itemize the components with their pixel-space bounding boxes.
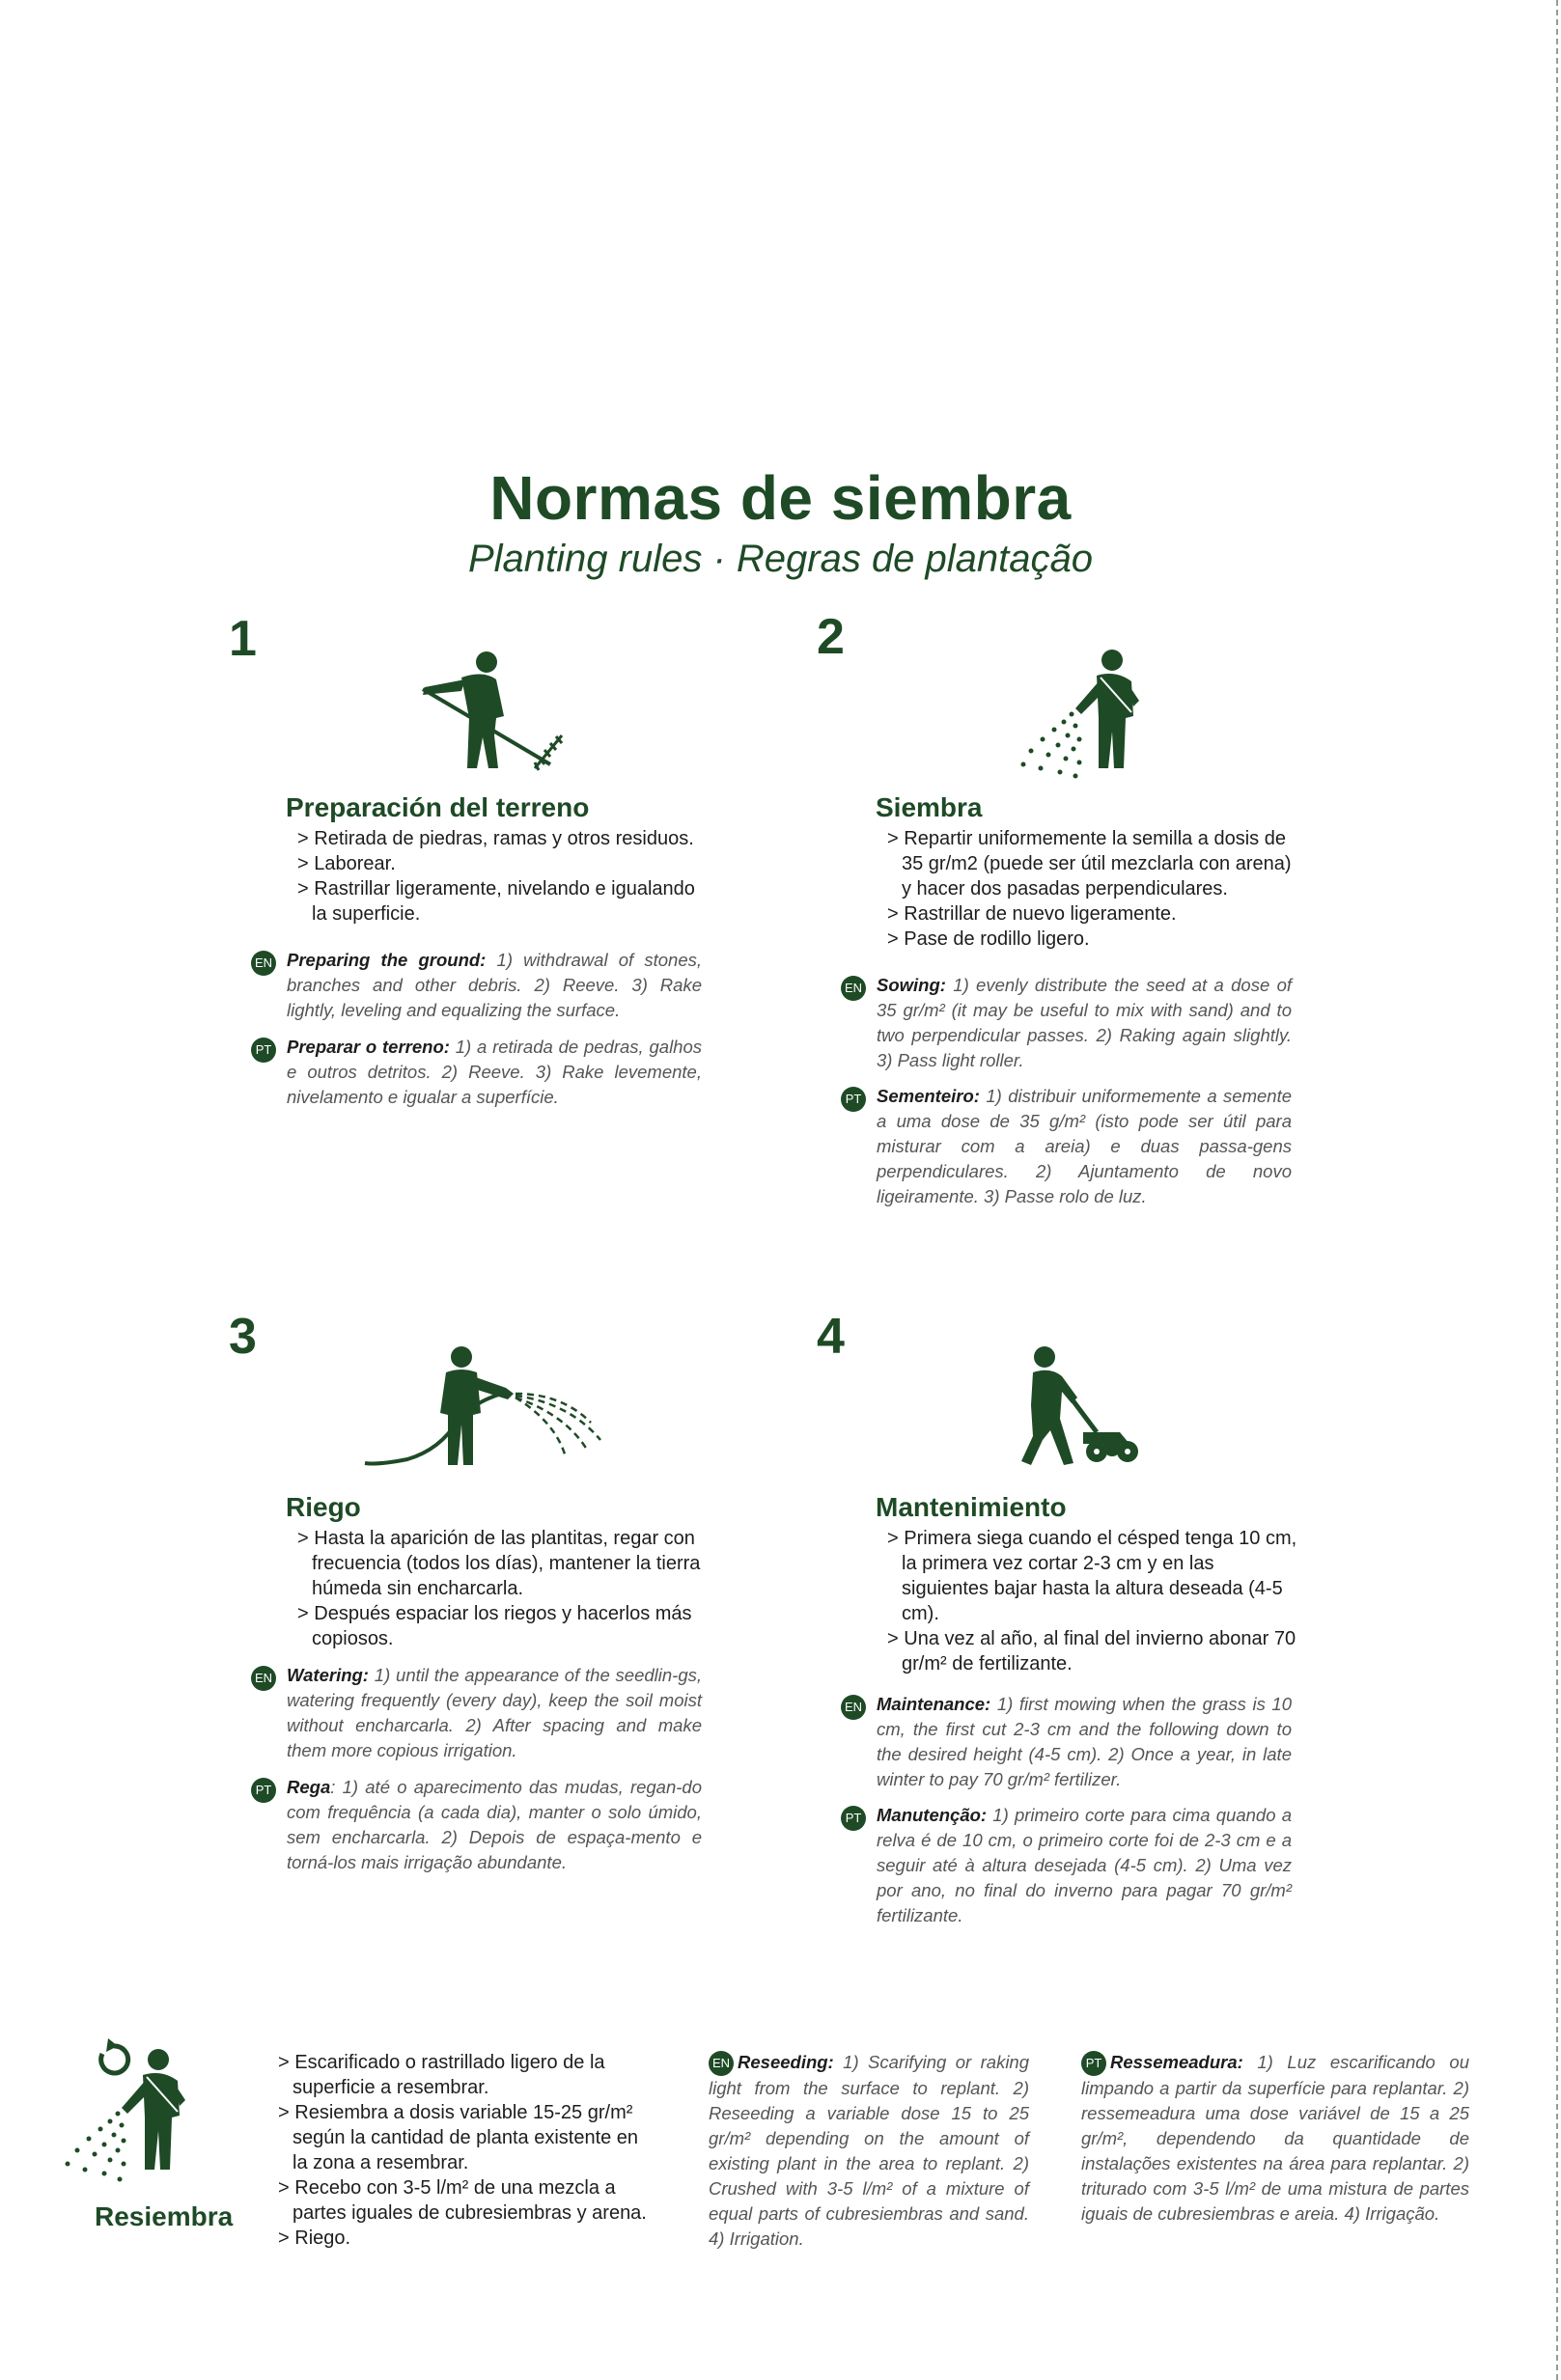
section-1-pt-text xyxy=(287,1035,702,1110)
step-number-2: 2 xyxy=(817,609,845,665)
list-item: > Retirada de piedras, ramas y otros residuos. xyxy=(286,826,711,851)
pt-body: 1) distribuir uniformemente a semente a uma dose de 35 g/m² (isto pode ser útil para misturar com a areia) e duas passa-gens perpendiculares. 2) Ajuntamento de novo ligeiramente. 3) Passe rolo de luz. xyxy=(877,1086,1292,1206)
page-subtitle: Planting rules · Regras de plantação xyxy=(467,538,1094,580)
section-3-bullets xyxy=(286,1526,711,1651)
en-body: 1) evenly distribute the seed at a dose of 35 gr/m² (it may be useful to mix with sand) and to two perpendicular passes. 2) Raking again slightly. 3) Pass light roller. xyxy=(877,975,1293,1070)
list-item: > Escarificado o rastrillado ligero de la superficie a resembrar. xyxy=(266,2050,653,2100)
reseeding-bullets xyxy=(266,2050,653,2251)
pt-body: 1) Luz escarificando ou limpando a partir da superfície para replantar. 2) ressemeadura uma dose variável de 15 a 25 gr/m², dependendo da quantidade de instalações existentes na área para replantar. 2) triturado com 3-5 l/m² de uma mistura de partes iguais de cubresiembras e areia. 4) Irrigação. xyxy=(1081,2052,1470,2224)
pt-body: : 1) até o aparecimento das mudas, regan-do com frequência (a cada dia), manter o solo úmido, sem encharcarla. 2) Depois de espaça-mento e torná-los mais irrigação abundante. xyxy=(287,1777,702,1872)
pt-badge: PT xyxy=(841,1806,866,1831)
pt-badge: PT xyxy=(841,1087,866,1112)
en-badge: EN xyxy=(251,1666,276,1691)
section-2-bullets xyxy=(876,826,1300,952)
section-4-pt-text xyxy=(877,1803,1292,1928)
en-badge: EN xyxy=(251,951,276,976)
step-number-1: 1 xyxy=(229,611,257,667)
en-badge: EN xyxy=(841,976,866,1001)
section-title-resiembra: Resiembra xyxy=(95,2201,234,2231)
list-item: > Repartir uniformemente la semilla a dosis de 35 gr/m2 (puede ser útil mezclarla con arena) y hacer dos pasadas perpendiculares. xyxy=(876,826,1300,901)
en-label: Maintenance: xyxy=(877,1694,991,1714)
en-label: Preparing the ground: xyxy=(287,950,487,970)
section-title-preparacion: Preparación del terreno xyxy=(286,792,590,822)
step-number-4: 4 xyxy=(817,1309,845,1365)
section-4-en-text xyxy=(877,1692,1292,1792)
section-title-riego: Riego xyxy=(286,1492,361,1522)
en-body: 1) Scarifying or raking light from the surface to replant. 2) Reseeding a variable dose 15 to 25 gr/m² depending on the amount of existing plant in the area to replant. 2) Crushed with 3-5 l/m² of a mixture of equal parts of cubresiembras and sand. 4) Irrigation. xyxy=(709,2052,1030,2249)
reseeding-pt-text xyxy=(1081,2050,1469,2227)
pt-badge: PT xyxy=(1081,2051,1106,2076)
page-header xyxy=(0,461,1561,583)
pt-label: Manutenção: xyxy=(877,1805,988,1825)
list-item: > Rastrillar ligeramente, nivelando e igualando la superficie. xyxy=(286,876,711,927)
watering-person-icon xyxy=(359,1343,620,1469)
pt-badge: PT xyxy=(251,1038,276,1063)
list-item: > Resiembra a dosis variable 15-25 gr/m² según la cantidad de planta existente en la zona a resembrar. xyxy=(266,2100,653,2175)
reseeding-en-text xyxy=(709,2050,1029,2252)
list-item: > Pase de rodillo ligero. xyxy=(876,927,1300,952)
section-title-siembra: Siembra xyxy=(876,792,983,822)
step-number-3: 3 xyxy=(229,1309,257,1365)
en-body: 1) withdrawal of stones, branches and other debris. 2) Reeve. 3) Rake lightly, leveling and equalizing the surface. xyxy=(287,950,703,1020)
section-1-bullets xyxy=(286,826,711,927)
pt-label: Ressemeadura: xyxy=(1110,2052,1243,2072)
list-item: > Hasta la aparición de las plantitas, regar con frecuencia (todos los días), mantener la tierra húmeda sin encharcarla. xyxy=(286,1526,711,1601)
pt-label: Sementeiro: xyxy=(877,1086,980,1106)
pt-label: Preparar o terreno: xyxy=(287,1037,450,1057)
list-item: > Laborear. xyxy=(286,851,711,876)
pt-body: 1) primeiro corte para cima quando a relva é de 10 cm, o primeiro corte foi de 2-3 cm e a seguir até à altura desejada (4-5 cm). 2) Uma vez por ano, no final do inverno para pagar 70 gr/m² fertilizante. xyxy=(877,1805,1292,1925)
en-label: Watering: xyxy=(287,1665,369,1685)
section-2-pt-text xyxy=(877,1084,1292,1209)
pt-label: Rega xyxy=(287,1777,331,1797)
list-item: > Recebo con 3-5 l/m² de una mezcla a partes iguales de cubresiembras y arena. xyxy=(266,2175,653,2226)
page-cut-line xyxy=(1556,0,1558,2380)
section-3-en-text xyxy=(287,1663,702,1763)
page-title: Normas de siembra xyxy=(489,463,1072,533)
en-label: Sowing: xyxy=(877,975,946,995)
en-badge: EN xyxy=(709,2051,734,2076)
list-item: > Rastrillar de nuevo ligeramente. xyxy=(876,901,1300,927)
list-item: > Riego. xyxy=(266,2226,653,2251)
en-badge: EN xyxy=(841,1695,866,1720)
section-title-mantenimiento: Mantenimiento xyxy=(876,1492,1067,1522)
section-4-bullets xyxy=(876,1526,1300,1676)
mowing-person-icon xyxy=(1004,1343,1158,1471)
list-item: > Primera siega cuando el césped tenga 10 cm, la primera vez cortar 2-3 cm y en las siguientes bajar hasta la altura deseada (4-5 cm). xyxy=(876,1526,1300,1626)
section-2-en-text xyxy=(877,973,1292,1073)
raking-person-icon xyxy=(415,647,570,772)
section-3-pt-text xyxy=(287,1775,702,1875)
list-item: > Después espaciar los riegos y hacerlos más copiosos. xyxy=(286,1601,711,1651)
en-body: 1) until the appearance of the seedlin-gs, watering frequently (every day), keep the soil moist without encharcarla. 2) After spacing and make them more copious irrigation. xyxy=(287,1665,703,1760)
pt-badge: PT xyxy=(251,1778,276,1803)
section-1-en-text xyxy=(287,948,702,1023)
en-label: Reseeding: xyxy=(738,2052,834,2072)
pt-body: 1) a retirada de pedras, galhos e outros detritos. 2) Reeve. 3) Rake levemente, nivelamento e igualar a superfície. xyxy=(287,1037,703,1107)
sowing-person-icon xyxy=(1004,645,1158,785)
reseeding-person-icon xyxy=(46,2036,201,2191)
en-body: 1) first mowing when the grass is 10 cm, the first cut 2-3 cm and the following down to the desired height (4-5 cm). 2) Once a year, in late winter to pay 70 gr/m² fertilizer. xyxy=(877,1694,1292,1789)
list-item: > Una vez al año, al final del invierno abonar 70 gr/m² de fertilizante. xyxy=(876,1626,1300,1676)
